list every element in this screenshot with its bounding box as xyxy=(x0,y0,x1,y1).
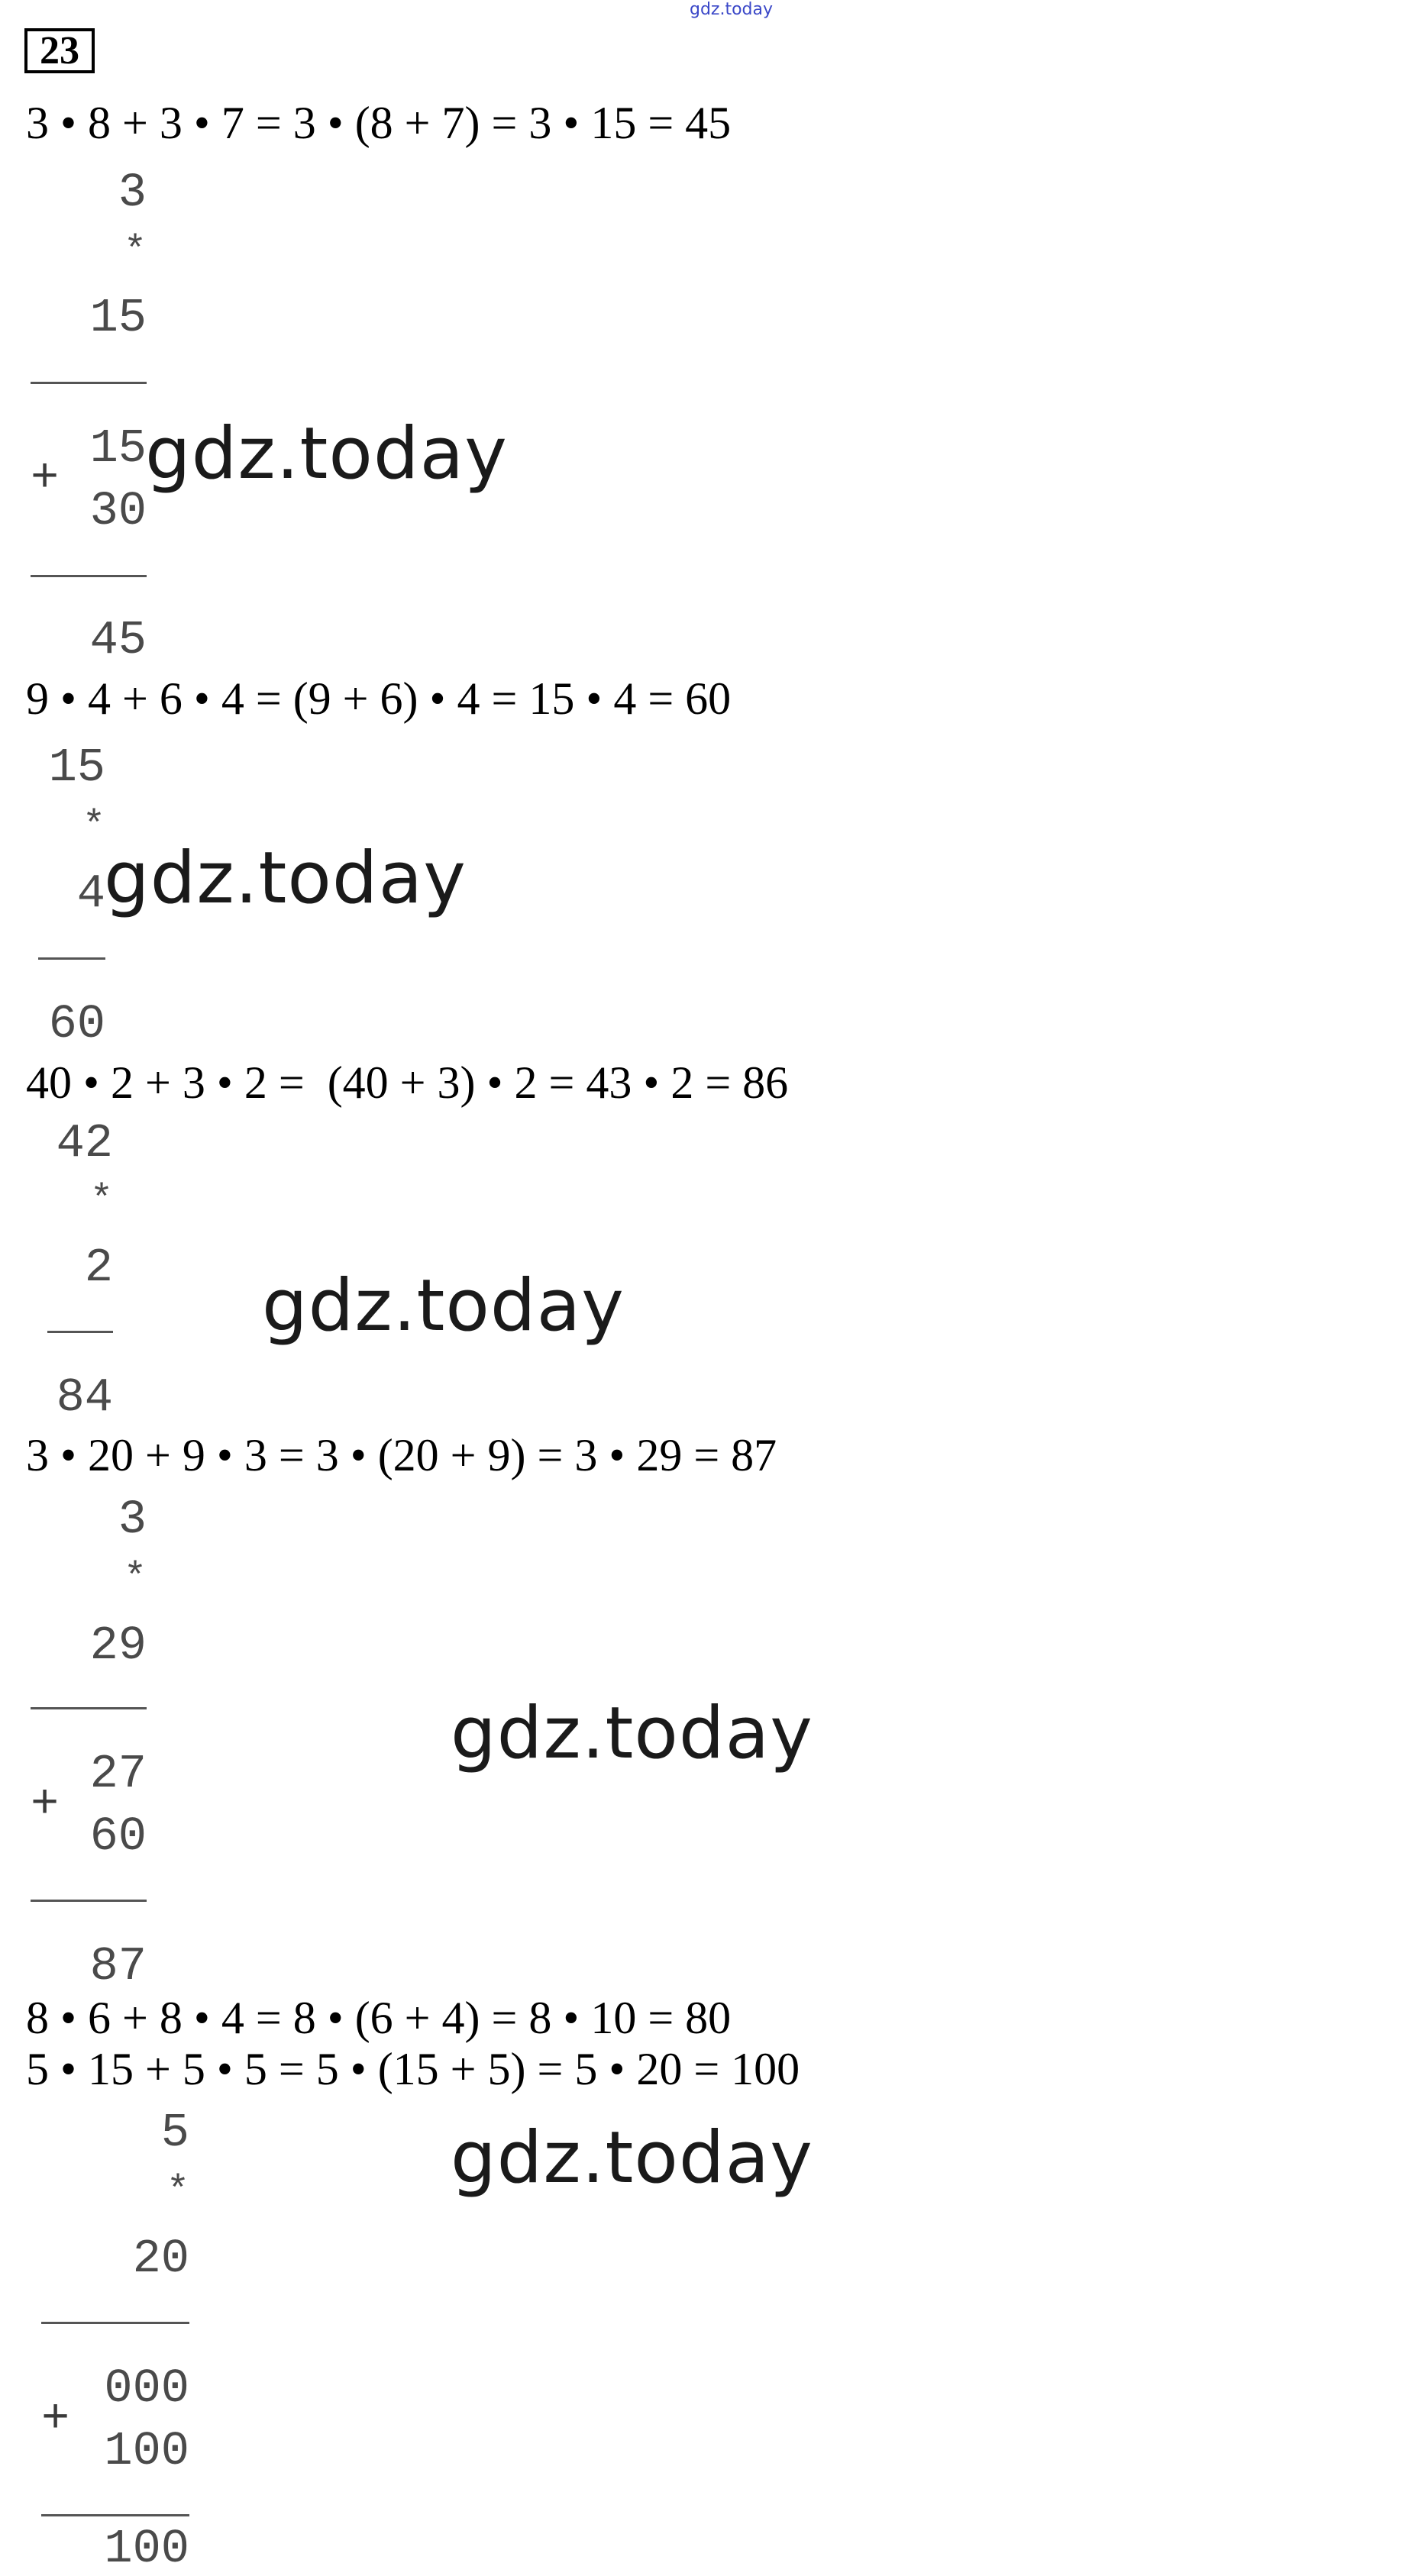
partial-product: 100 xyxy=(104,2424,189,2478)
multiplicand: 3 xyxy=(118,1493,147,1547)
divider-line xyxy=(31,1900,147,1902)
partial-product: 27 xyxy=(89,1747,147,1801)
divider-line xyxy=(47,1331,113,1333)
watermark: gdz.today xyxy=(451,1692,813,1775)
partial-product: 000 xyxy=(104,2361,189,2416)
partial-product: 60 xyxy=(89,1809,147,1864)
product-result: 84 xyxy=(56,1370,113,1425)
partial-product: 30 xyxy=(89,484,147,538)
multiplier: 29 xyxy=(89,1619,147,1673)
plus-sign: + xyxy=(31,451,60,505)
multiplicand: 5 xyxy=(160,2106,189,2160)
multiply-sign: * xyxy=(166,2170,189,2213)
watermark: gdz.today xyxy=(145,412,508,496)
source-watermark: gdz.today xyxy=(690,0,774,19)
multiply-sign: * xyxy=(123,1557,147,1600)
multiply-sign: * xyxy=(89,1179,113,1222)
divider-line xyxy=(31,575,147,577)
divider-line xyxy=(41,2322,189,2324)
multiplier: 20 xyxy=(132,2232,189,2286)
equation-line: 9 • 4 + 6 • 4 = (9 + 6) • 4 = 15 • 4 = 60 xyxy=(26,673,732,724)
equation-line: 5 • 15 + 5 • 5 = 5 • (15 + 5) = 5 • 20 = 100 xyxy=(26,2044,800,2094)
divider-line xyxy=(38,957,105,960)
multiplier: 4 xyxy=(76,867,105,921)
equation-line: 3 • 20 + 9 • 3 = 3 • (20 + 9) = 3 • 29 = 87 xyxy=(26,1430,777,1480)
plus-sign: + xyxy=(41,2392,70,2446)
multiplicand: 15 xyxy=(48,741,105,795)
plus-sign: + xyxy=(31,1777,60,1832)
equation-line: 8 • 6 + 8 • 4 = 8 • (6 + 4) = 8 • 10 = 80 xyxy=(26,1993,732,2043)
watermark: gdz.today xyxy=(262,1264,625,1348)
divider-line xyxy=(31,382,147,384)
watermark: gdz.today xyxy=(451,2116,813,2200)
partial-product: 15 xyxy=(89,421,147,476)
watermark: gdz.today xyxy=(104,837,467,920)
multiply-sign: * xyxy=(123,230,147,273)
divider-line xyxy=(31,1707,147,1709)
multiply-sign: * xyxy=(82,805,105,848)
product-result: 87 xyxy=(89,1939,147,1993)
equation-line: 3 • 8 + 3 • 7 = 3 • (8 + 7) = 3 • 15 = 45 xyxy=(26,98,732,148)
multiplier: 2 xyxy=(84,1241,113,1295)
multiplicand: 42 xyxy=(56,1116,113,1170)
equation-line: 40 • 2 + 3 • 2 = (40 + 3) • 2 = 43 • 2 = 86 xyxy=(26,1057,789,1108)
product-result: 100 xyxy=(104,2522,189,2576)
divider-line xyxy=(41,2514,189,2516)
multiplicand: 3 xyxy=(118,166,147,220)
exercise-number: 23 xyxy=(24,28,95,73)
product-result: 60 xyxy=(48,997,105,1051)
product-result: 45 xyxy=(89,613,147,667)
multiplier: 15 xyxy=(89,291,147,345)
